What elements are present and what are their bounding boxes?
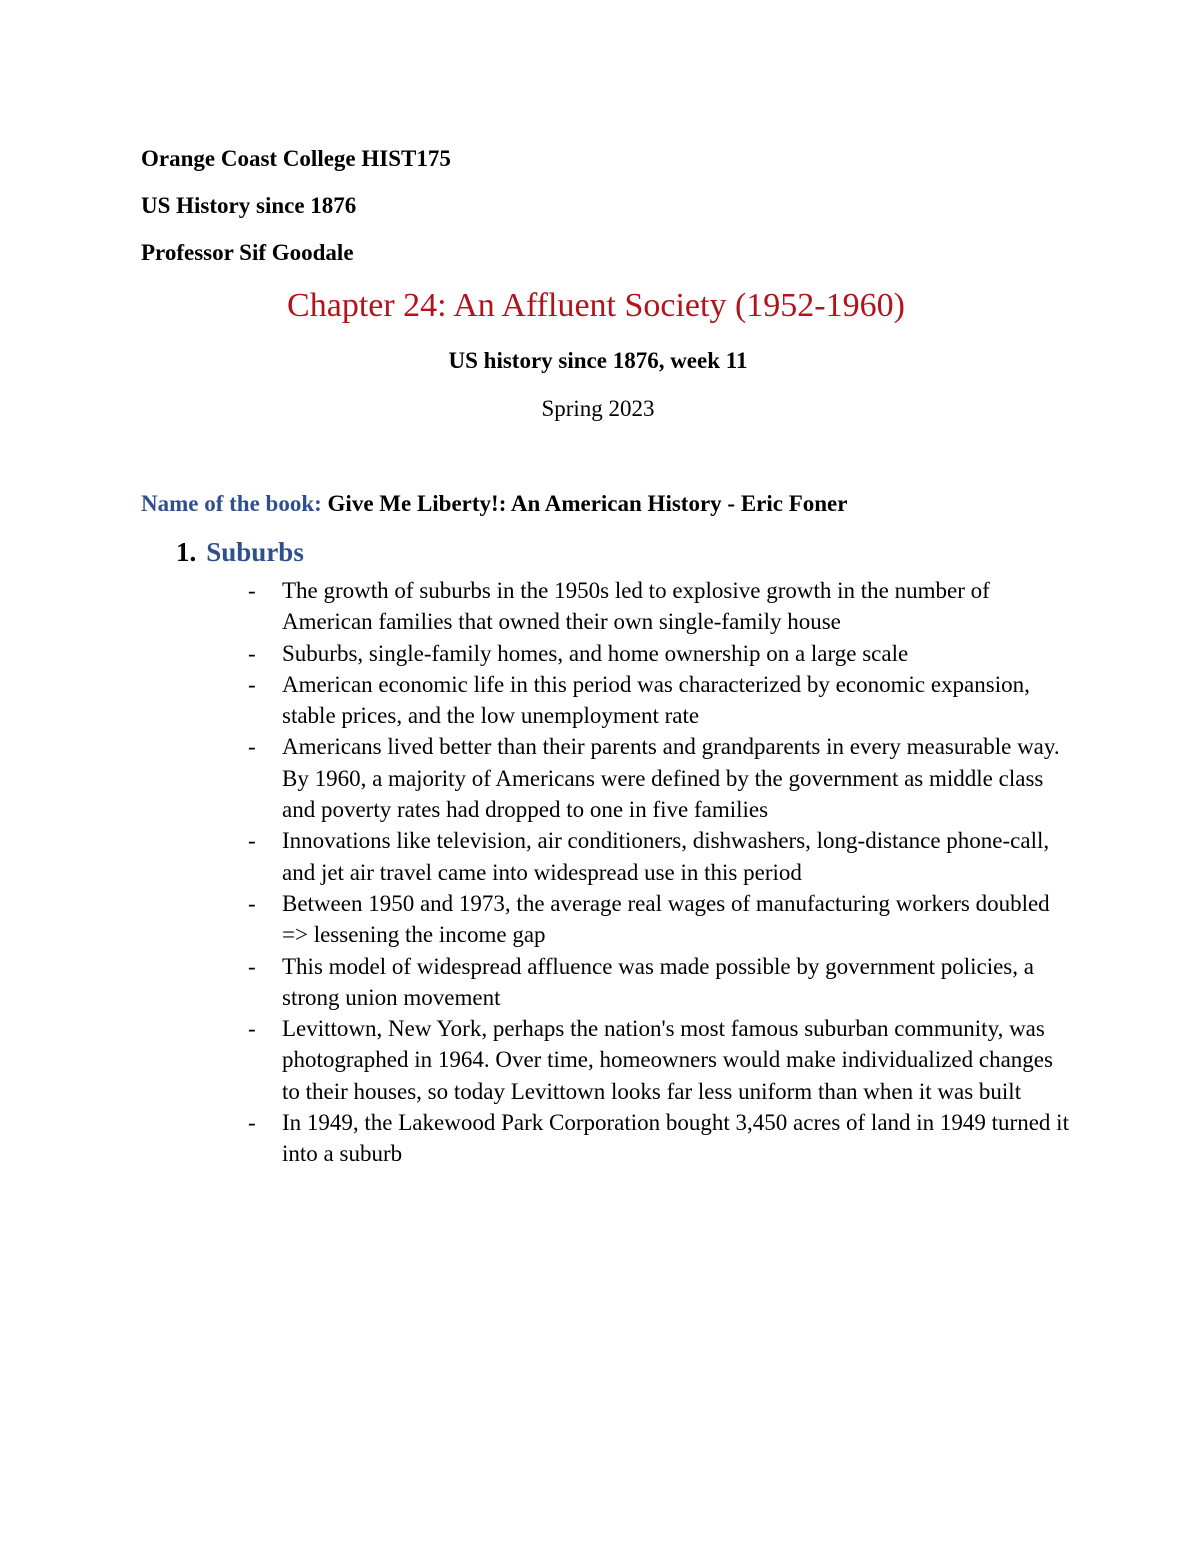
bullet-dash: - [248, 953, 256, 979]
section-heading [176, 535, 304, 569]
list-item-text: Innovations like television, air conditioners, dishwashers, long-distance phone-call, and jet air travel came into widespread use in this period [282, 828, 1050, 885]
list-item [0, 1013, 1072, 1107]
list-item-text: American economic life in this period was characterized by economic expansion, stable prices, and the low unemployment rate [282, 671, 1030, 729]
bullet-dash: - [248, 578, 256, 603]
bullet-dash: - [248, 890, 256, 916]
bullet-dash: - [248, 640, 256, 666]
bullet-dash: - [248, 1110, 256, 1136]
term-label: Spring 2023 [541, 396, 655, 421]
bullet-dash: - [248, 734, 256, 760]
bullet-dash: - [248, 671, 256, 697]
list-item-text: Between 1950 and 1973, the average real wages of manufacturing workers doubled => lessening the income gap [282, 890, 1050, 948]
list-item [0, 669, 1072, 732]
course-subtitle: US History since 1876 [141, 193, 357, 218]
list-item [0, 888, 1072, 951]
book-title: Give Me Liberty!: An American History - Eric Foner [327, 491, 848, 516]
book-line [141, 490, 847, 518]
list-item [0, 825, 1072, 888]
course-title: Orange Coast College HIST175 [141, 146, 451, 171]
list-item [0, 575, 1072, 638]
list-item-text: Americans lived better than their parents and grandparents in every measurable way. By 1960, a majority of Americans were defined by the government as middle class and poverty rates had dropped to one in five families [282, 734, 1060, 823]
list-item-text: Suburbs, single-family homes, and home ownership on a large scale [282, 640, 909, 666]
professor-name: Professor Sif Goodale [141, 240, 354, 265]
section-title: Suburbs [206, 537, 304, 567]
list-item [0, 1107, 1072, 1170]
list-item-text: Levittown, New York, perhaps the nation's most famous suburban community, was photographed in 1964. Over time, homeowners would make individualized changes to their houses, so today Levittown looks far less uniform than when it was built [282, 1016, 1053, 1104]
bullet-dash: - [248, 1016, 256, 1042]
week-subtitle: US history since 1876, week 11 [448, 348, 748, 373]
chapter-title: Chapter 24: An Affluent Society (1952-1960) [287, 287, 905, 324]
list-item [0, 638, 1072, 669]
section-number: 1. [176, 537, 197, 567]
list-item-text: In 1949, the Lakewood Park Corporation bought 3,450 acres of land in 1949 turned it into a suburb [282, 1110, 1069, 1167]
list-item-text: The growth of suburbs in the 1950s led to explosive growth in the number of American families that owned their own single-family house [282, 578, 990, 635]
list-item [0, 731, 1072, 825]
bullet-list [0, 575, 1200, 1170]
bullet-dash: - [248, 828, 256, 854]
list-item [0, 951, 1072, 1014]
book-label: Name of the book: [141, 491, 322, 516]
list-item-text: This model of widespread affluence was made possible by government policies, a strong union movement [282, 953, 1034, 1010]
